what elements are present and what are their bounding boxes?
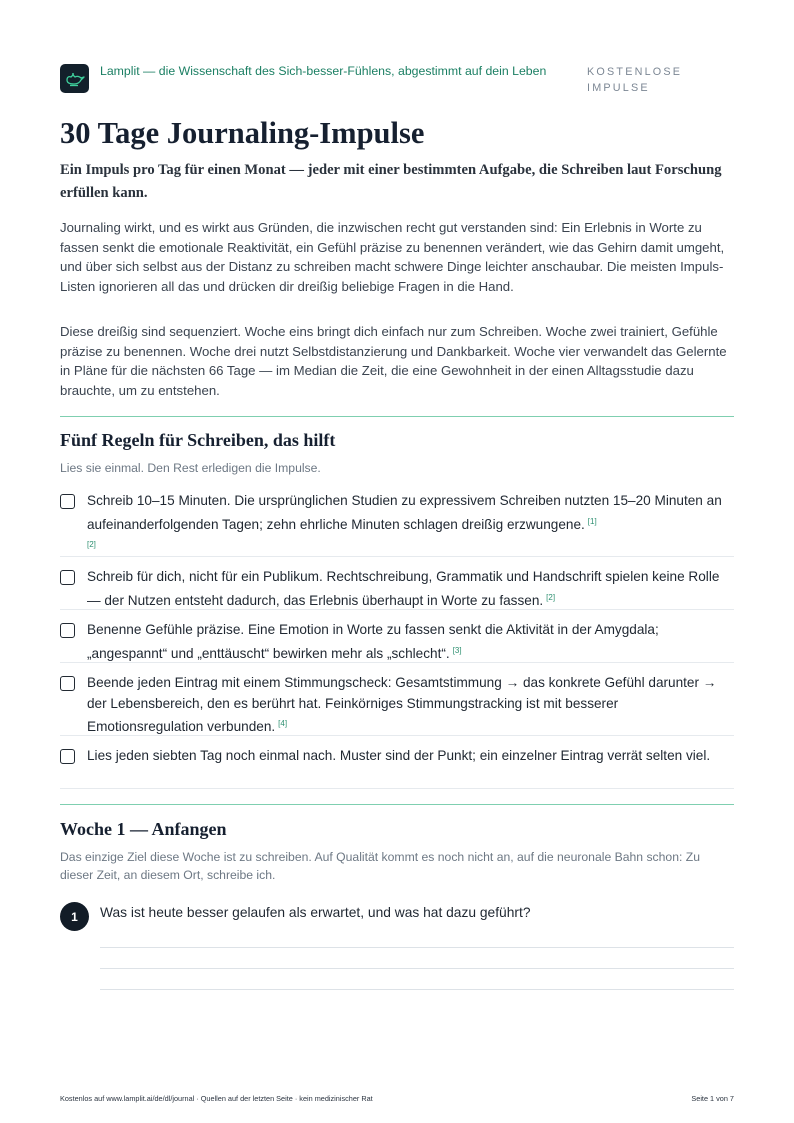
rule-checkbox[interactable]	[60, 570, 75, 585]
rule-checkbox[interactable]	[60, 749, 75, 764]
brand-tagline: Lamplit — die Wissenschaft des Sich-besser-Fühlens, abgestimmt auf dein Leben	[100, 64, 547, 78]
prompt-number-badge: 1	[60, 902, 89, 931]
rule-text-body: Benenne Gefühle präzise. Eine Emotion in Worte zu fassen senkt die Aktivität in der Amygdala; „angespannt“ und „enttäuscht“ bewirken mehr als „schlecht“.	[87, 622, 659, 661]
section-divider	[60, 804, 734, 805]
section-divider	[60, 416, 734, 417]
page-footer	[60, 1094, 734, 1103]
rule-text-body: Schreib für dich, nicht für ein Publikum. Rechtschreibung, Grammatik und Handschrift spielen keine Rolle — der Nutzen entsteht dadurch, das Erlebnis überhaupt in Worte zu fassen.	[87, 569, 720, 608]
rule-item	[60, 557, 734, 610]
tag-line-2: IMPULSE	[587, 82, 650, 94]
citation-link[interactable]: [2]	[87, 540, 96, 549]
rule-item	[60, 610, 734, 663]
writing-line[interactable]	[100, 989, 734, 990]
rule-text	[87, 564, 734, 611]
rule-text: Lies jeden siebten Tag noch einmal nach. Muster sind der Punkt; ein einzelner Eintrag verrät selten viel.	[87, 748, 711, 763]
week-1-heading: Woche 1 — Anfangen	[60, 819, 227, 839]
rules-subtitle: Lies sie einmal. Den Rest erledigen die Impulse.	[60, 461, 321, 475]
lead-paragraph: Ein Impuls pro Tag für einen Monat — jeder mit einer bestimmten Aufgabe, die Schreiben laut Forschung erfüllen kann.	[60, 162, 722, 201]
genie-lamp-icon	[60, 64, 89, 93]
page-title: 30 Tage Journaling-Impulse	[60, 116, 425, 150]
citation-link[interactable]: [2]	[546, 592, 556, 602]
prompt-item	[60, 902, 734, 992]
week-1-intro: Das einzige Ziel diese Woche ist zu schreiben. Auf Qualität kommt es noch nicht an, auf die neuronale Bahn schon: Zu dieser Zeit, an diesem Ort, schreibe ich.	[60, 850, 700, 882]
citation-link[interactable]: [1]	[587, 516, 597, 526]
citation-link[interactable]: [3]	[452, 645, 462, 655]
page-number: Seite 1 von 7	[691, 1094, 734, 1103]
rule-text	[87, 670, 734, 738]
writing-line[interactable]	[100, 968, 734, 969]
rule-item	[60, 663, 734, 736]
intro-paragraph-1: Journaling wirkt, und es wirkt aus Gründen, die inzwischen recht gut verstanden sind: Ein Erlebnis in Worte zu fassen senkt die emotionale Reaktivität, ein Gefühl präzise zu benennen verändert, wie das Gehirn damit umgeht, und über sich selbst aus der Distanz zu schreiben macht schwere Dinge leichter anschaubar. Die meisten Impuls-Listen ignorieren all das und drücken dir dreißig beliebige Fragen in die Hand.	[60, 220, 725, 294]
prompt-text: Was ist heute besser gelaufen als erwartet, und was hat dazu geführt?	[100, 905, 531, 920]
rules-checklist	[60, 488, 734, 789]
footer-source-note: Kostenlos auf www.lamplit.ai/de/dl/journal · Quellen auf der letzten Seite · kein medizinischer Rat	[60, 1094, 373, 1103]
page-header	[60, 62, 734, 96]
rule-item	[60, 736, 734, 789]
rules-heading: Fünf Regeln für Schreiben, das hilft	[60, 430, 336, 450]
rule-item	[60, 488, 734, 557]
intro-paragraph-2: Diese dreißig sind sequenziert. Woche eins bringt dich einfach nur zum Schreiben. Woche zwei trainiert, Gefühle präzise zu benennen. Woche drei nutzt Selbstdistanzierung und Dankbarkeit. Woche vier verwandelt das Gelernte in Pläne für die nächsten 66 Tage — im Median die Zeit, die eine Gewohnheit in der einen Alltagsstudie dazu brauchte, um zu entstehen.	[60, 324, 727, 398]
rule-text	[87, 617, 734, 664]
rule-text	[87, 488, 734, 559]
document-page	[60, 0, 734, 1123]
writing-line[interactable]	[100, 947, 734, 948]
citation-link[interactable]: [4]	[278, 719, 288, 728]
rule-text-body: Schreib 10–15 Minuten. Die ursprünglichen Studien zu expressivem Schreiben nutzten 15–20 Minuten an aufeinanderfolgenden Tagen; zehn ehrliche Minuten schlagen dreißig erzwungene.	[87, 493, 722, 532]
free-prompts-label	[587, 64, 687, 96]
rule-text-body: Beende jeden Eintrag mit einem Stimmungscheck: Gesamtstimmung → das konkrete Gefühl darunter → der Lebensbereich, den es berührt hat. Feinkörniges Stimmungstracking ist mit besserer Emotionsregulation verbunden.	[87, 675, 717, 734]
tag-line-1: KOSTENLOSE	[587, 66, 683, 78]
rule-checkbox[interactable]	[60, 623, 75, 638]
rule-checkbox[interactable]	[60, 676, 75, 691]
rule-checkbox[interactable]	[60, 494, 75, 509]
